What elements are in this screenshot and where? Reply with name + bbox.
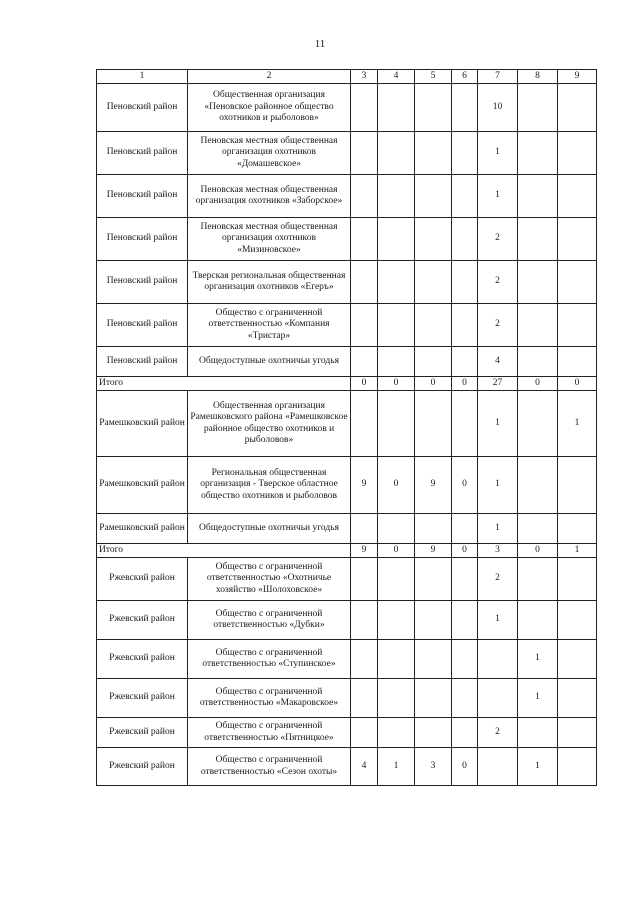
value-cell-col6 xyxy=(452,347,478,377)
district-cell: Рамешковский район xyxy=(97,391,188,457)
value-cell-col4 xyxy=(378,304,415,347)
value-cell-col4 xyxy=(378,175,415,218)
value-cell-col4 xyxy=(378,558,415,601)
district-cell: Рамешковский район xyxy=(97,514,188,544)
value-cell-col3 xyxy=(351,640,378,679)
value-cell-col4 xyxy=(378,132,415,175)
organization-cell: Общественная организация «Пеновское районное общество охотников и рыболовов» xyxy=(188,84,351,132)
column-number-cell: 4 xyxy=(378,70,415,84)
table-row xyxy=(97,601,597,640)
value-cell-col4 xyxy=(378,679,415,718)
value-cell-col4: 0 xyxy=(378,377,415,391)
value-cell-col3 xyxy=(351,391,378,457)
value-cell-col7 xyxy=(478,640,518,679)
organization-cell: Общественная организация Рамешковского района «Рамешковское районное общество охотников и рыболовов» xyxy=(188,391,351,457)
column-number-cell: 5 xyxy=(415,70,452,84)
value-cell-col3: 4 xyxy=(351,748,378,786)
value-cell-col3 xyxy=(351,718,378,748)
value-cell-col5: 0 xyxy=(415,377,452,391)
value-cell-col4: 0 xyxy=(378,457,415,514)
value-cell-col5 xyxy=(415,718,452,748)
table-row xyxy=(97,457,597,514)
value-cell-col7: 2 xyxy=(478,261,518,304)
district-cell: Пеновский район xyxy=(97,304,188,347)
value-cell-col8 xyxy=(518,391,558,457)
value-cell-col9 xyxy=(558,261,597,304)
value-cell-col5 xyxy=(415,132,452,175)
district-cell: Пеновский район xyxy=(97,175,188,218)
value-cell-col6 xyxy=(452,175,478,218)
value-cell-col9 xyxy=(558,218,597,261)
value-cell-col7: 1 xyxy=(478,175,518,218)
value-cell-col3: 9 xyxy=(351,544,378,558)
table-row xyxy=(97,132,597,175)
value-cell-col7: 1 xyxy=(478,132,518,175)
column-number-cell: 7 xyxy=(478,70,518,84)
value-cell-col5 xyxy=(415,514,452,544)
column-number-cell: 8 xyxy=(518,70,558,84)
value-cell-col8: 1 xyxy=(518,679,558,718)
district-cell: Рамешковский район xyxy=(97,457,188,514)
value-cell-col6: 0 xyxy=(452,377,478,391)
value-cell-col5 xyxy=(415,679,452,718)
value-cell-col6 xyxy=(452,304,478,347)
value-cell-col5 xyxy=(415,601,452,640)
table-row xyxy=(97,347,597,377)
value-cell-col9: 1 xyxy=(558,391,597,457)
organization-cell: Общество с ограниченной ответственностью «Дубки» xyxy=(188,601,351,640)
value-cell-col9 xyxy=(558,175,597,218)
value-cell-col8: 0 xyxy=(518,377,558,391)
value-cell-col7: 1 xyxy=(478,391,518,457)
value-cell-col8 xyxy=(518,84,558,132)
value-cell-col6 xyxy=(452,218,478,261)
value-cell-col5 xyxy=(415,304,452,347)
column-number-cell: 9 xyxy=(558,70,597,84)
value-cell-col3 xyxy=(351,84,378,132)
value-cell-col4 xyxy=(378,261,415,304)
value-cell-col7: 1 xyxy=(478,514,518,544)
value-cell-col5 xyxy=(415,84,452,132)
value-cell-col7: 2 xyxy=(478,558,518,601)
value-cell-col8 xyxy=(518,514,558,544)
organization-cell: Общество с ограниченной ответственностью «Сезон охоты» xyxy=(188,748,351,786)
value-cell-col8: 1 xyxy=(518,748,558,786)
value-cell-col5: 9 xyxy=(415,457,452,514)
value-cell-col6 xyxy=(452,601,478,640)
value-cell-col4 xyxy=(378,218,415,261)
value-cell-col8 xyxy=(518,132,558,175)
value-cell-col5 xyxy=(415,640,452,679)
table-row xyxy=(97,304,597,347)
total-row xyxy=(97,544,597,558)
organization-cell: Общедоступные охотничьи угодья xyxy=(188,347,351,377)
district-cell: Пеновский район xyxy=(97,261,188,304)
district-cell: Пеновский район xyxy=(97,347,188,377)
table-row xyxy=(97,640,597,679)
value-cell-col7: 10 xyxy=(478,84,518,132)
value-cell-col4: 0 xyxy=(378,544,415,558)
value-cell-col7: 3 xyxy=(478,544,518,558)
column-number-cell: 3 xyxy=(351,70,378,84)
value-cell-col8: 0 xyxy=(518,544,558,558)
total-row xyxy=(97,377,597,391)
value-cell-col5: 9 xyxy=(415,544,452,558)
organization-cell: Региональная общественная организация - Тверское областное общество охотников и рыболовов xyxy=(188,457,351,514)
column-number-cell: 1 xyxy=(97,70,188,84)
district-cell: Ржевский район xyxy=(97,558,188,601)
value-cell-col8 xyxy=(518,304,558,347)
district-cell: Пеновский район xyxy=(97,218,188,261)
value-cell-col6 xyxy=(452,84,478,132)
district-cell: Ржевский район xyxy=(97,640,188,679)
value-cell-col3 xyxy=(351,347,378,377)
value-cell-col4 xyxy=(378,84,415,132)
value-cell-col6: 0 xyxy=(452,544,478,558)
table-row xyxy=(97,748,597,786)
value-cell-col9 xyxy=(558,640,597,679)
table-row xyxy=(97,718,597,748)
organization-cell: Общество с ограниченной ответственностью «Макаровское» xyxy=(188,679,351,718)
value-cell-col3: 0 xyxy=(351,377,378,391)
value-cell-col9 xyxy=(558,601,597,640)
value-cell-col8 xyxy=(518,261,558,304)
table-row xyxy=(97,514,597,544)
value-cell-col8 xyxy=(518,218,558,261)
value-cell-col4 xyxy=(378,391,415,457)
value-cell-col9 xyxy=(558,718,597,748)
value-cell-col3 xyxy=(351,218,378,261)
value-cell-col9: 1 xyxy=(558,544,597,558)
value-cell-col7: 2 xyxy=(478,304,518,347)
organization-cell: Общество с ограниченной ответственностью «Компания «Тристар» xyxy=(188,304,351,347)
value-cell-col7: 4 xyxy=(478,347,518,377)
value-cell-col9 xyxy=(558,457,597,514)
value-cell-col6 xyxy=(452,679,478,718)
value-cell-col4 xyxy=(378,601,415,640)
value-cell-col8 xyxy=(518,457,558,514)
value-cell-col7: 2 xyxy=(478,718,518,748)
district-cell: Ржевский район xyxy=(97,748,188,786)
value-cell-col5 xyxy=(415,218,452,261)
value-cell-col4 xyxy=(378,347,415,377)
value-cell-col6 xyxy=(452,640,478,679)
table-row xyxy=(97,218,597,261)
value-cell-col8 xyxy=(518,558,558,601)
value-cell-col6: 0 xyxy=(452,457,478,514)
table-row xyxy=(97,84,597,132)
district-cell: Пеновский район xyxy=(97,84,188,132)
hunting-grounds-table xyxy=(96,69,597,786)
value-cell-col6 xyxy=(452,558,478,601)
value-cell-col3 xyxy=(351,514,378,544)
organization-cell: Общество с ограниченной ответственностью «Ступинское» xyxy=(188,640,351,679)
organization-cell: Пеновская местная общественная организация охотников «Мизиновское» xyxy=(188,218,351,261)
value-cell-col7: 2 xyxy=(478,218,518,261)
value-cell-col3 xyxy=(351,601,378,640)
value-cell-col6 xyxy=(452,391,478,457)
value-cell-col8 xyxy=(518,718,558,748)
value-cell-col9 xyxy=(558,679,597,718)
value-cell-col5 xyxy=(415,391,452,457)
organization-cell: Пеновская местная общественная организация охотников «Домашевское» xyxy=(188,132,351,175)
district-cell: Пеновский район xyxy=(97,132,188,175)
value-cell-col6 xyxy=(452,261,478,304)
total-label: Итого xyxy=(97,377,351,391)
value-cell-col3 xyxy=(351,132,378,175)
value-cell-col3 xyxy=(351,558,378,601)
total-label: Итого xyxy=(97,544,351,558)
table-row xyxy=(97,391,597,457)
column-number-header xyxy=(97,70,597,84)
organization-cell: Общество с ограниченной ответственностью «Охотничье хозяйство «Шолоховское» xyxy=(188,558,351,601)
value-cell-col4 xyxy=(378,718,415,748)
value-cell-col9 xyxy=(558,514,597,544)
value-cell-col8 xyxy=(518,601,558,640)
value-cell-col9 xyxy=(558,84,597,132)
value-cell-col5 xyxy=(415,347,452,377)
district-cell: Ржевский район xyxy=(97,718,188,748)
value-cell-col7: 27 xyxy=(478,377,518,391)
district-cell: Ржевский район xyxy=(97,601,188,640)
value-cell-col8: 1 xyxy=(518,640,558,679)
value-cell-col7 xyxy=(478,748,518,786)
value-cell-col5 xyxy=(415,261,452,304)
value-cell-col7 xyxy=(478,679,518,718)
value-cell-col3: 9 xyxy=(351,457,378,514)
value-cell-col4 xyxy=(378,514,415,544)
value-cell-col8 xyxy=(518,347,558,377)
value-cell-col9 xyxy=(558,132,597,175)
organization-cell: Общедоступные охотничьи угодья xyxy=(188,514,351,544)
value-cell-col9 xyxy=(558,558,597,601)
table-row xyxy=(97,261,597,304)
value-cell-col9 xyxy=(558,748,597,786)
value-cell-col3 xyxy=(351,261,378,304)
value-cell-col6 xyxy=(452,132,478,175)
district-cell: Ржевский район xyxy=(97,679,188,718)
column-number-cell: 6 xyxy=(452,70,478,84)
column-number-cell: 2 xyxy=(188,70,351,84)
organization-cell: Общество с ограниченной ответственностью «Пятницкое» xyxy=(188,718,351,748)
table-row xyxy=(97,558,597,601)
value-cell-col4: 1 xyxy=(378,748,415,786)
value-cell-col6: 0 xyxy=(452,748,478,786)
table-row xyxy=(97,679,597,718)
organization-cell: Пеновская местная общественная организация охотников «Заборское» xyxy=(188,175,351,218)
table-row xyxy=(97,175,597,218)
value-cell-col5 xyxy=(415,558,452,601)
value-cell-col6 xyxy=(452,514,478,544)
value-cell-col9 xyxy=(558,304,597,347)
value-cell-col8 xyxy=(518,175,558,218)
value-cell-col3 xyxy=(351,304,378,347)
value-cell-col9: 0 xyxy=(558,377,597,391)
value-cell-col3 xyxy=(351,175,378,218)
value-cell-col6 xyxy=(452,718,478,748)
value-cell-col5: 3 xyxy=(415,748,452,786)
page-number: 11 xyxy=(314,38,326,50)
value-cell-col3 xyxy=(351,679,378,718)
value-cell-col9 xyxy=(558,347,597,377)
value-cell-col4 xyxy=(378,640,415,679)
value-cell-col7: 1 xyxy=(478,601,518,640)
value-cell-col5 xyxy=(415,175,452,218)
value-cell-col7: 1 xyxy=(478,457,518,514)
organization-cell: Тверская региональная общественная организация охотников «Егеръ» xyxy=(188,261,351,304)
